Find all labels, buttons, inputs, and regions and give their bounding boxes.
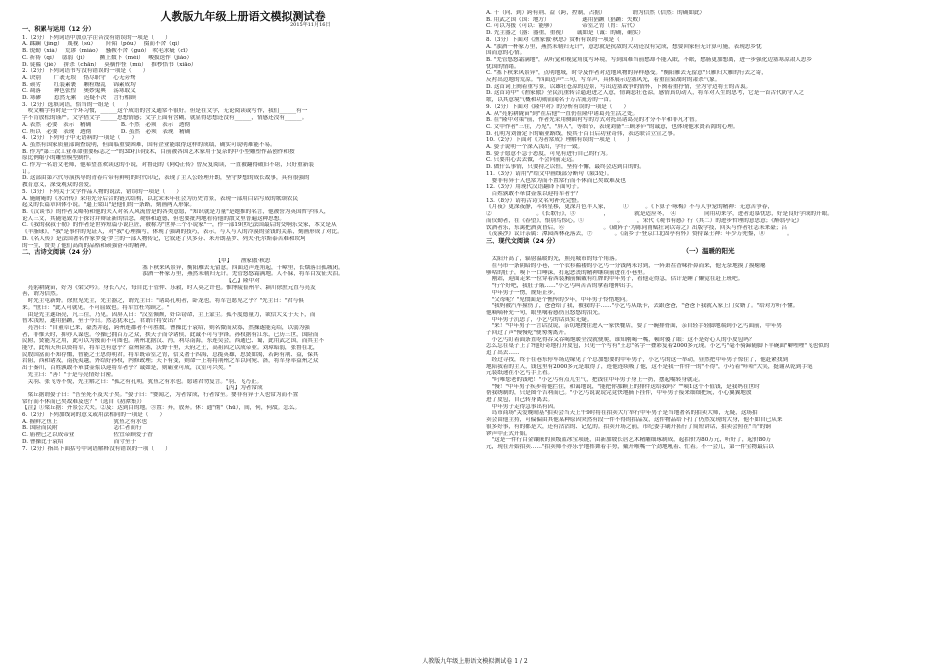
text-line: D. 做什么事情，只要持之以恒，坚持不懈，最终会达到目的的。 [486, 164, 645, 171]
text-line: 地陪我着的主人，钱包里有2000多元是取得了，连他连续吸了他，这不是我一件件一的"不得"，小巧着"咔哈"大笑，挺谢从乾到手笔 [486, 363, 813, 370]
text-line: 亮躬耕陇亩，好为《梁父吟》。身长八尺，每自比于管仲、乐毅，时人莫之许也。惟博陵崔州平、颍川徐庶元直与亮友 [22, 284, 316, 291]
text-line: 百姓孰敢不箪食壶浆以迎将军者乎？ [486, 190, 582, 197]
text-line: 忧国的情绪。 [486, 63, 520, 70]
text-line: 中年男子走得急事出有因。 [486, 403, 559, 410]
text-line: B. 在"隆中对策"前，作者先采用侧面衬写的方式对托出诸葛亮的才分不平和非凡才智。 [486, 117, 701, 124]
text-line: A. 表然 必要 表示 精确 B. 不然 必须 表示 透彻 [22, 121, 191, 128]
text-line: 他嘀嘀补充一句，眼里噙着感伤且悠悠的泪光。 [486, 309, 604, 316]
text-line: 咬文嚼字有时是一个坏习惯，______这个成语的含义通常不很好。但是在文学，无论阅读或写作，我们______有一 [22, 108, 308, 115]
text-line: C. 庙禋已之以成帝业 佐宜帝顾爱子香 [22, 432, 153, 439]
text-line: 歌，以其意境气概和功勋而闻名于万古流芳的一首。 [486, 97, 615, 104]
text-line: C. 凋落 神色张惶 奥妙鬼典 荡寒取义 [22, 88, 136, 95]
text-line: 1.（2分）下列词语中加点字注音没有错误的一项是（ ） [22, 34, 171, 41]
text-line: 13.（8分）请将古诗文名句补充完整。 [486, 197, 583, 204]
right-column [486, 10, 931, 451]
text-line: 梁丘据谓晏子曰："吾至死不及夫子矣。"晏子曰："婴闻之，为者常成，行者常至。婴非有异于人也常为而不置 [22, 391, 299, 398]
text-line: A. 从"亮躬耕陇亩"到"在后他"一直仍在隆中诸葛亮生活之处。 [486, 110, 639, 117]
text-line: A. 千（向、到）跨有荆、益（跨，控制，占据） 谓为信然（信然：的确如此） [486, 10, 706, 16]
text-line: C. 文中作者"三往，乃见"，"屏人"，等细节，表现刘备"三顾茅庐"的诚意，也体现他求贤若渴的心理。 [486, 123, 739, 130]
text-line: 太阳升高了，辐射温暖的光，照亮城市的每个角落。 [486, 256, 621, 263]
text-line: "来！"中年男子一言话没说，亲切地拽住进入一家快餐店，要了一碗排骨面，亲自轻手轻脚地端到小乞丐面前，中年男 [486, 323, 783, 330]
text-line: "行个好吧，我肚子饿……"小乞丐叫苦苦的拿着地伸出手。 [486, 283, 637, 290]
text-line: 来。"庶曰："此人可就见，不可屈致也。将军宜枉驾顾之。" [22, 304, 170, 311]
text-line: 婴非有异于人也常为而不置常行而不休而已矣故难及也 [486, 177, 626, 184]
text-line: 元装纸递在小乞丐手上看。 [486, 370, 554, 377]
text-line: 10.（2分）下面对《为者常成》理解有误的一项是（ ） [486, 137, 633, 144]
text-line: A. 蹂躏（jìng） 蔑视（sù） 阡陌（pǒu） 掇而不舍（qì） [22, 41, 183, 48]
text-line: "叼唯您老的钱吧！"小乞丐有点儿生气，把钱往中年男子身上一扔，摆起嘴转身就走。 [486, 376, 704, 383]
text-line: 元，现在开始拍卖……"拍卖师不亦乐乎地挥舞着手势，戴开喉嘴一个劲地吼着、忙着。不一会儿，第一件宝物最后以 [486, 444, 774, 450]
text-line: D.《名人传》是法国著名作家罗曼·罗兰的一部人物传记，它叙述了贝多芬、米开朗基罗、列夫·托尔斯泰苦难和坎坷 [22, 235, 306, 242]
text-line: A. 虽然有国家质量部调查说明，但面临重要困难，国有企业能取得这样的成绩，确实可说明难能不易。 [22, 141, 276, 148]
text-line: 中年男子沉思了，小乞丐的话真实无疑。 [486, 316, 593, 323]
text-line: A. "浊酒一杯家万里，燕然未勒归无计"，意思就是抗敌的大功还没有完成，想要回家但无计算可施，表现思乡忧 [486, 43, 762, 50]
text-line: B.《汉谈书》的作者艾略特和他的夫人对名人风流曾是的各类意愿，"知识就是力量"是她推的名言，他被誉为英国哲学伟人， [22, 208, 330, 215]
text-line: 订。 [22, 168, 34, 175]
text-line: 亮答曰："自董卓已来，豪杰并起，跨州连郡者不可胜数。曹操比于袁绍，则名微而众寡，然操遂能克绍，以弱为强 [22, 324, 310, 331]
document-title: 人教版九年级上册语文模拟测试卷 [160, 10, 326, 23]
text-line: 帮我绣制的，只是图个吉利而已。"小乞丐说说说完竟快地摘下挂件，中年男子接来细细把玩，小心翼翼地放 [486, 390, 752, 397]
text-line: 的一生，赞美了他们高尚的品格和顽强奋斗的精神。 [22, 242, 151, 249]
text-line: A. 握鲜之鱼上 犹鱼之有水也 [22, 418, 148, 425]
left-column [22, 26, 464, 452]
text-line: 4.（2分）下列句子中无语病的一项是（ ） [22, 135, 138, 142]
text-line: D. 先主器之（器：器重，重视） 诚如是（诚：的确，确实） [486, 30, 644, 37]
section-heading: 二、古诗文阅读（24 分） [22, 249, 95, 257]
text-line: 民殷国富而不知存恤，智能之士思得明君。将军既帝室之胄，信义著于四海，总揽英雄，思贤如渴，若跨有荆、益，保其 [22, 351, 319, 358]
text-line: 12.（3分）用现代汉语翻译下面句子。 [486, 184, 583, 191]
section-heading: 三、现代文阅读（24 分） [486, 237, 559, 245]
text-line: D. 这部由第六代导演执导的青春片带有鲜明的时代印记，表现了主人公经理开朗，坚守梦想的成长故事，具有很强的 [22, 175, 310, 182]
text-line: B. 顽劣 红装素裹 颗粒缭乱 锦素成均 [22, 81, 136, 88]
text-line: A. 晏子说明一个深入浅出，学行一致。 [486, 144, 584, 151]
text-line: C. 可以为援（可以：能够） 帝室之胄（胄：后代） [486, 23, 639, 30]
text-line: D. 这首诗中"《渔家傲》全民沉重转合逼迫进之人意，情调悲壮苍凉，感情真切动人，将军对人生的思考，它是一首古代防守人之 [486, 90, 805, 97]
text-line: "父母呢？"见惯面是个憔悴的少年，中年男子怜惜地问。 [486, 296, 631, 303]
text-line: C. 作为一名语文老师，他希望喜欢读这的小说，对鲁迅的《阿Q正传》曾反复阅读，一直被翻得破旧不堪，只好重新装 [22, 162, 314, 169]
text-line: B. 晏子愿意不急于态度，可见有进行自己的行为。 [486, 150, 612, 157]
text-line: D. 孔明为刘备定下的霸业路线，使其于百日后功业奇伟，表达联合立宣之事。 [486, 130, 679, 137]
text-line: D. 徒褴（jié） 拼杀（chān） 莫横作怪（mù） 推杪悟书（xiāo） [22, 61, 197, 68]
text-line: 3.（2分）选填词语，恰当的一组是（ ） [22, 101, 132, 108]
text-line: 起义的长篇章回体小说。"逼上梁山"是他们的一条路，刻画两人形象。 [22, 202, 195, 209]
text-line: 追了出去…… [486, 350, 520, 357]
page-footer: 人教版九年级上册语文模拟测试卷 1 / 2 [422, 658, 528, 665]
text-line: "这是一件行白金镶嵌的顶级蓝冰宝项链，由新加坡长居艺术精雕细琢制成，起拍价为80万元，听好了，起价80万 [486, 437, 772, 444]
centered-line: 【乙】隆中对 [226, 278, 260, 285]
text-line: 原比例缩小的雕塑模型制作。 [22, 155, 95, 162]
text-line: 小乞丐盯着面条直吃得吞又吞喝饱暖全没就便爬，谁知刚喝一嘴，顿时傻了眼：这不是好心人的小皮包吗？ [486, 336, 755, 343]
text-line: 5.（3分）下列关于文学作品人物的说法，错误的一项是（ ） [22, 188, 182, 195]
text-line: 《茂溪沙》议计亲属：潭园西林花落去，⑦ 。《南乡子·登京口北固亭有怀》赞持谋士神：年少万兜鍪，⑧ 。 [486, 231, 793, 238]
text-line: 关羽、张飞等不悦，先主解之曰："孤之有孔明，犹鱼之有水也。愿诸君勿复言。"羽、飞乃止。 [22, 378, 263, 385]
text-line: B. 作为"第三次工业革命重要标志之一"的3D打印技术，目前被各国艺术家用于复杂的中小型雕塑作品创作和按 [22, 148, 295, 155]
text-line: 进了皮包，自己转身离去。 [486, 397, 554, 404]
text-line: 善，谓为信然。 [22, 291, 62, 298]
text-line: 子回过了声"慢慢吃"便匆匆离开。 [486, 330, 570, 337]
text-line: A. 施耐庵的《水浒传》采用先分后合的链式结构，以北宋末年社会为历史背景，表现一部用白话写成的歌颂农民 [22, 195, 299, 202]
document-date: 2015年11月16日 [290, 22, 331, 28]
text-line: C. 所以 必要 表现 透彻 D. 虽然 必须 表现 精确 [22, 128, 191, 135]
text-line: C. "塞下秋来风景异"，点明地域，时令及作者对边地风物的异样感受。"衡阳雁去无留意"只雁归大雁的行去之寄， [486, 70, 767, 77]
text-line: 由是先主遂诣亮，凡三往，乃见。因屏人曰："汉室倾颓，奸臣窃命，主上蒙尘。孤不度德量力，欲信大义于天下，而 [22, 311, 316, 318]
text-line: B. 用武之国（国：地方） 遂用猖蹶（猖蹶：失败） [486, 16, 644, 23]
text-line: 者，非惟天时，抑亦人谋也。今操已拥百万之众，挟天子而令诸侯，此诚不可与争锋。孙权据有江东，已历三世，国险而 [22, 331, 319, 338]
text-line: D. 这首词上阕着重写景，以雄壮苍凉的边景，写出边塞战争的情怀，下阕着重抒情，全为守边将士的苦衷。 [486, 83, 752, 90]
text-line: "我妈被汽车撞伤了，爸爸给了我，被我的手……"小乞丐从纸卡，去跟爸爸，"爸爸下我就入家上门女婿了。"给对方听不懂。 [486, 303, 799, 310]
text-line: 中年男子一愣，规矩止步。 [486, 289, 559, 296]
text-line: 民附，贤能为之用，此可以为援而不可图也。荆州北据汉、沔，利尽南海，东连吴会，西通巴、蜀，此用武之国，而其主不 [22, 338, 325, 345]
text-line: 怎么忘在桌子上了?他好奇地打开皮包，只见一个写有"王总"名字一叠彩复着2000多元现。小乞丐"毫不骑蹄随脚下半碗面"噼哩哩"飞也似的 [486, 343, 830, 350]
text-line: 出于秦川，百姓孰敢不箪食壶浆以迎将军者乎？诚如是，则霸业可成，汉室可兴矣。" [22, 365, 232, 372]
text-line: 经过寻找，终于在巷东停车场边缘见了个总加想要的中年男子，小乞丐的这一举动，昼然把中年男子惊住了，他赶紧找到 [486, 356, 789, 363]
text-line: 够咕的肚子，嗅下一口唾沫，打起恶丧的精神继续前进在小巷里。 [486, 269, 649, 276]
text-line: 常行而不休而已矣故难及也？"（选自《初潭集》） [22, 398, 145, 405]
centered-line: 【丙】为者常成 [223, 385, 263, 392]
section-heading: 一、积累与运用（12 分） [22, 26, 95, 33]
article-title: （一）温暖的阳光 [682, 246, 735, 255]
text-line: "慢！"中年男子疾步将他拦住，和蔼地说，"能把你那颗上的排件送给我吗？""咦1这个不值钱，是我妈在世时 [486, 383, 760, 390]
text-line: 卖会由他主持，可偏偏由其他某种原因突然有段一件不得的拍品发，这件物品给下打了仍然发现的大身，他不如自已从来 [486, 417, 783, 424]
text-line: 刚站，迎面走来一位穿着西装胸前佩戴有红牌的中年男子，看他走得急，估计是睡了懒觉在赶上班吧。 [486, 276, 744, 283]
centered-line: 塞下秋来风景异，衡阳雁去无留意。四面边声连角起，千嶂里，长烟落日孤城闭。 [142, 264, 344, 271]
text-line: A. 诀别 广袤无垠 恪尽职守 心无旁骛 [22, 74, 136, 81]
text-line: 6.（2分）下列加线词的意义或用法相同的一项是（ ） [22, 412, 166, 419]
text-line: 先主曰："善！"于是与亮情好日密。 [22, 371, 117, 378]
text-line: 岩阻，西和诸戎，南抚夷越，外结好孙权，内修政理；天下有变，则命一上将将荆州之军以向宛、洛，将军身率益州之众 [22, 358, 319, 365]
text-line: 在马市一条阴暗的小巷，一个衣衫褴褛的小乞丐一分钱两未讨到，一阵萧茬香味扑鼻而来，他无奈地摸了摸瘪瘪 [486, 263, 766, 270]
text-line: 【注】①梁丘据：齐景公大夫。②及：达到目的地。③置：弃，放弃。休：通"彻"（hū），间，何，何故。怎么。 [22, 405, 301, 412]
text-line: 岛市商场"关爱晚晴基"拍卖会当天上午9时将在拍卖大厅举行中年男子是当地著名的拍卖大师，无疑，这场拍 [486, 410, 758, 417]
text-line: 9.（2分）下面对《隆中对》的分析有误的一项是（ ） [486, 103, 630, 110]
text-line: 锣声中正式开始。 [486, 430, 531, 437]
text-line: C. 只要用心去去做，不会向前走远。 [486, 157, 578, 164]
text-line: 而仅勤者，在《春望》，恨别鸟惊心。⑤ 。 ，宋代《观书有感》行（其二）的进步哲理的意思意；《醉翁亭记》 [486, 217, 803, 224]
text-line: 时先主屯新野。徐庶见先主，先主器之，谓先主曰："诸葛孔明者，卧龙也，将军岂愿见之乎？"先主曰："君与俱 [22, 298, 304, 305]
text-line: 智术浅短，遂用猖蹶，至于今日。然志犹未已，君谓计将安出？" [22, 318, 182, 325]
text-line: B. 国险而民附 志仁者而行 [22, 425, 142, 432]
text-line: B. "羌管悠悠霜满地"，从听觉和视觉角度写环境，写到国难当前愁却不能入眠，不眠，愁肠更加想离，进一步强化边塞寒凉肃人思乡 [486, 56, 813, 63]
text-line: 字不肯放松的谨严。文学借文字______思想情感；文字上面有含糊，就显得思想还没有______，情感还没有______。 [22, 115, 308, 122]
centered-line: 浊酒一杯家万里，燕然未勒归无计。羌管悠悠霜满地。人不寐，将军白发征夫泪。 [142, 271, 344, 278]
text-line: C.《我的叔叔于勒》的作者是世界短篇小说巨匠，被称为"世界三个小说家"一，作一部19世纪法国最后的交响乐交家，本文是从 [22, 222, 337, 229]
text-line: 国而意的心情。 [486, 50, 526, 57]
text-line: 反衬出边地的荒凉。"四面边声"三句，写军声，具体展示边塞风光，着重渲染战时的肃杀气象。 [486, 77, 721, 84]
text-line: 能守，此殆天所以资将军，将军岂有意乎？益州险塞，沃野千里，天府之土，高祖因之以成帝业。刘璋暗弱，张鲁在北， [22, 345, 319, 352]
text-line: 论人三文，其随笔致力于探讨并辩证新的信念，观察和道德，但也要批判地看待他的散文里普遍这种思想。 [22, 215, 285, 222]
text-line: B. 锐勤（xià） 荒谬（miào） 骚鞍不舍（guǒ） 吹毛求疵（cī） [22, 48, 192, 55]
text-line: 11.（3分）请用"/"给文中画线部分断句（限3处）。 [486, 170, 613, 177]
text-line: 教育意义，深受观众的喜爱。 [22, 182, 95, 189]
text-line: 《羊脂球》，"我"是事件的见证人，对"我"心理描写，体现了强调的技巧，表示，与人与人的冷漠的金钱的关系，刻画形成了对比。 [22, 229, 343, 236]
text-line: C. 祈祷（qí） 孱弱（jì） 撅上数下（méi） 峻拔迭作（jiǎo） [22, 54, 193, 61]
text-line: 饮酒者乐，东篱把酒黄昏后，⑥ 。《破阵子·为陈同甫赋壮词以寄之》出版学技，回头与作者壮志未来豪；吕 [486, 224, 788, 231]
text-line: D. 寒碜 惹然无累 迟疑不决 言行相顾 [22, 95, 136, 102]
text-line: 7.（2分）指出下面括号中词语解释没有错误的一项（ ） [22, 445, 171, 452]
text-line: 《月夜》更深夜静，斗转星移，更深月色半人家， ① 。《卜算子·咏梅》不与人争宠的精神：无意苦争春， [486, 204, 774, 211]
text-line: ② 。《长歌行》，③ ， 就是适应冬， ④ 同用功来学，进者追慕忧思，好是良好学成的开眼。 [486, 211, 833, 218]
centered-line: 【甲】 渔家傲·秋思 [215, 257, 271, 264]
text-line: 很多好事，有的都是大，还有沽沽的、记忆的。拍卖开场之前，市纪委手刷开拓行了简短讲话，拍卖会照在"当"的铜 [486, 423, 771, 430]
text-line: 8.（3分）下面对《渔家傲·秋思》赏析有误的一项是（ ） [486, 36, 637, 43]
text-line: D. 曹操比于袁绍 而寸至于 [22, 438, 137, 445]
text-line: 2.（2分）下列词语书写没有错误的一项是（ ） [22, 68, 149, 75]
